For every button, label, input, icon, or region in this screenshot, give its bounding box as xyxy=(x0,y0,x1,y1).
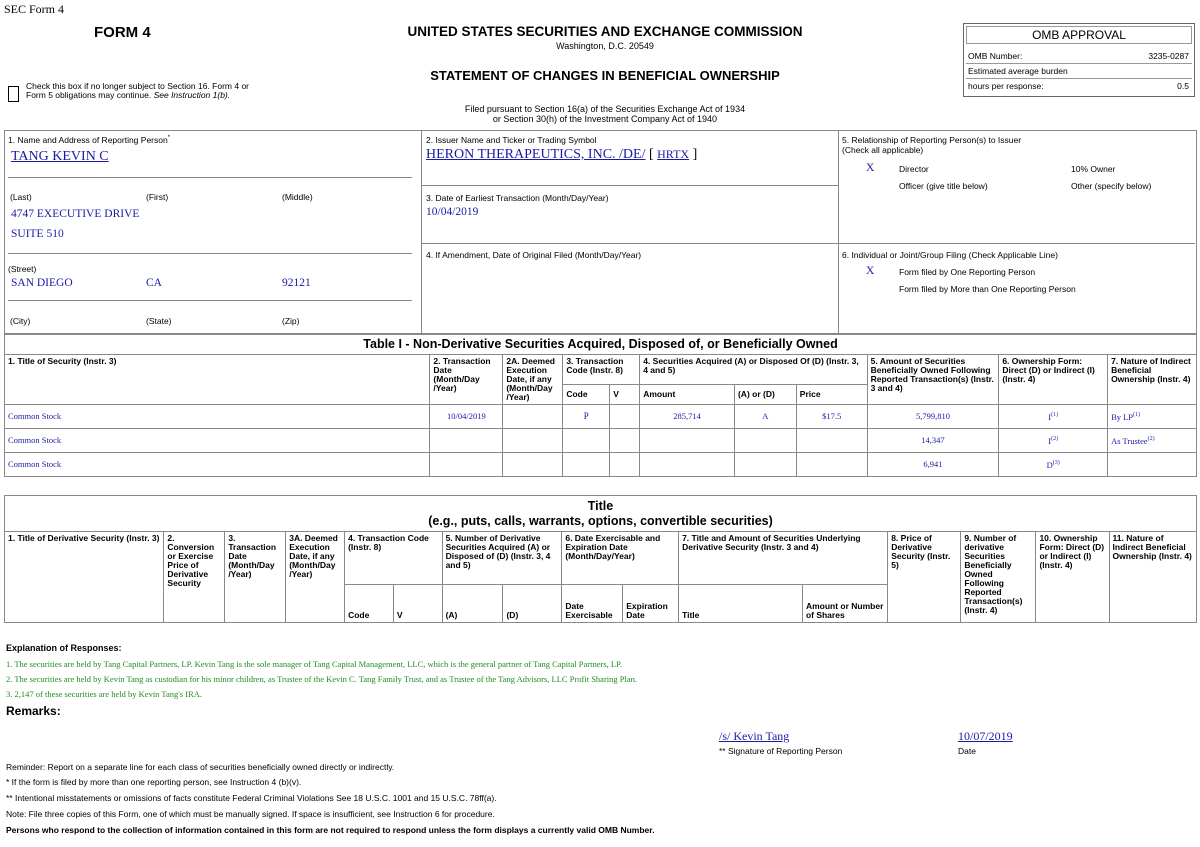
t1-r2-price xyxy=(796,429,867,453)
t2-h3a: 3A. Deemed Execution Date, if any (Month/Day /Year) xyxy=(286,532,345,623)
checkbox-text: Check this box if no longer subject to Section 16. Form 4 or Form 5 obligations may continue. xyxy=(26,81,250,100)
sec-form-label: SEC Form 4 xyxy=(4,2,65,16)
filed-pursuant xyxy=(300,104,910,124)
t1-h3: 3. Transaction Code (Instr. 8) xyxy=(563,355,640,385)
t1-v: V xyxy=(610,385,640,405)
t2-h4: 4. Transaction Code (Instr. 8) xyxy=(345,532,442,585)
t2-h3: 3. Transaction Date (Month/Day /Year) xyxy=(225,532,286,623)
t1-h1: 1. Title of Security (Instr. 3) xyxy=(5,355,430,405)
t1-r1-amount: 285,714 xyxy=(640,405,735,429)
omb-hours-label: hours per response: xyxy=(968,81,1044,91)
box5-label-text: 5. Relationship of Reporting Person(s) to Issuer xyxy=(842,135,1022,145)
box1-rule-3 xyxy=(8,300,412,301)
table-2 xyxy=(4,495,1197,623)
footer-misstatements: ** Intentional misstatements or omissions of facts constitute Federal Criminal Violations See 18 U.S.C. 1001 and 15 U.S.C. 78ff(a). xyxy=(6,793,497,803)
omb-number-value: 3235-0287 xyxy=(1148,51,1189,61)
box3-label: 3. Date of Earliest Transaction (Month/Day/Year) xyxy=(426,193,609,203)
t1-r2-deemed xyxy=(503,429,563,453)
state-value: CA xyxy=(146,277,162,289)
commission-title: UNITED STATES SECURITIES AND EXCHANGE COMMISSION xyxy=(407,24,803,39)
omb-burden-label: Estimated average burden xyxy=(968,66,1068,76)
checkbox-instructions xyxy=(26,82,251,100)
reporting-person-name[interactable]: TANG KEVIN C xyxy=(11,149,109,164)
one-person-label: Form filed by One Reporting Person xyxy=(899,267,1036,277)
box1-label-text: 1. Name and Address of Reporting Person xyxy=(8,135,168,145)
t1-h5: 5. Amount of Securities Beneficially Owned Following Reported Transaction(s) (Instr. 3 and 4) xyxy=(867,355,999,405)
address-line-1: 4747 EXECUTIVE DRIVE xyxy=(11,208,140,220)
box4-label: 4. If Amendment, Date of Original Filed (Month/Day/Year) xyxy=(426,250,642,260)
filed-line-1: Filed pursuant to Section 16(a) of the Securities Exchange Act of 1934 xyxy=(464,104,746,114)
street-label: (Street) xyxy=(8,264,37,274)
t2-h6: 6. Date Exercisable and Expiration Date (Month/Day/Year) xyxy=(562,532,679,585)
t1-r1-code: P xyxy=(563,405,610,429)
divider-v1 xyxy=(421,130,422,333)
box2-divider xyxy=(422,185,838,186)
issuer-line xyxy=(426,147,697,163)
omb-hours-value: 0.5 xyxy=(1177,81,1189,91)
table-1-title: Table I - Non-Derivative Securities Acquired, Disposed of, or Beneficially Owned xyxy=(5,335,1197,355)
t1-r3-title: Common Stock xyxy=(5,453,430,477)
t1-r2-nature-value: As Trustee xyxy=(1111,435,1148,446)
t1-h6: 6. Ownership Form: Direct (D) or Indirect (I) (Instr. 4) xyxy=(999,355,1108,405)
table-2-title-cell xyxy=(5,496,1197,532)
footnote-3: 3. 2,147 of these securities are held by Kevin Tang's IRA. xyxy=(6,689,202,699)
director-mark: X xyxy=(866,162,875,174)
t2-amount: Amount or Number of Shares xyxy=(802,585,887,623)
t1-r2-v xyxy=(610,429,640,453)
signature-label: ** Signature of Reporting Person xyxy=(719,746,843,756)
t1-code: Code xyxy=(563,385,610,405)
t1-r1-deemed xyxy=(503,405,563,429)
commission-location: Washington, D.C. 20549 xyxy=(556,41,654,51)
t1-amount: Amount xyxy=(640,385,735,405)
t1-r2-owned: 14,347 xyxy=(867,429,999,453)
t1-r1-nature-fn: (1) xyxy=(1133,412,1141,419)
t2-title: Title xyxy=(679,585,803,623)
t1-r2-form-fn: (2) xyxy=(1051,436,1059,443)
t2-h9: 9. Number of derivative Securities Beneficially Owned Following Reported Transaction(s) (Instr. 4) xyxy=(961,532,1036,623)
t2-h2: 2. Conversion or Exercise Price of Derivative Security xyxy=(164,532,225,623)
t1-r1-form-fn: (1) xyxy=(1051,412,1059,419)
t1-r3-amount xyxy=(640,453,735,477)
t1-r1-form xyxy=(999,405,1108,429)
divider-v2 xyxy=(838,130,839,333)
table-1 xyxy=(4,334,1197,477)
t1-r2-date xyxy=(430,429,503,453)
t1-r2-form-value: I xyxy=(1048,435,1052,446)
t1-r2-form xyxy=(999,429,1108,453)
checkbox-text-instruction: See Instruction 1(b). xyxy=(153,90,231,100)
t1-r3-owned: 6,941 xyxy=(867,453,999,477)
t1-r3-ad xyxy=(734,453,796,477)
state-label: (State) xyxy=(146,316,172,326)
ticker-symbol[interactable]: HRTX xyxy=(657,147,690,161)
footer-reminder: Reminder: Report on a separate line for each class of securities beneficially owned directly or indirectly. xyxy=(6,762,395,772)
omb-title: OMB APPROVAL xyxy=(966,26,1192,44)
box1-rule-1 xyxy=(8,177,412,178)
one-person-mark: X xyxy=(866,265,875,277)
t1-price: Price xyxy=(796,385,867,405)
table-2-title: Title xyxy=(587,498,614,513)
t2-a: (A) xyxy=(442,585,503,623)
t1-r1-date: 10/04/2019 xyxy=(430,405,503,429)
t1-r3-form-value: D xyxy=(1046,459,1053,470)
omb-approval-box xyxy=(963,23,1195,97)
t1-r2-title: Common Stock xyxy=(5,429,430,453)
first-label: (First) xyxy=(146,192,169,202)
no-longer-subject-checkbox[interactable] xyxy=(8,86,19,102)
t1-h2a: 2A. Deemed Execution Date, if any (Month/Day /Year) xyxy=(503,355,563,405)
t2-h1: 1. Title of Derivative Security (Instr. 3) xyxy=(5,532,164,623)
t1-r2-amount xyxy=(640,429,735,453)
earliest-transaction-date: 10/04/2019 xyxy=(426,206,479,218)
t1-r1-owned: 5,799,810 xyxy=(867,405,999,429)
t1-r1-title: Common Stock xyxy=(5,405,430,429)
t1-r3-form-fn: (3) xyxy=(1052,460,1060,467)
t1-r3-form xyxy=(999,453,1108,477)
address-line-2: SUITE 510 xyxy=(11,228,64,240)
box6-label: 6. Individual or Joint/Group Filing (Check Applicable Line) xyxy=(842,250,1058,260)
footnote-2: 2. The securities are held by Kevin Tang as custodian for his minor children, as Trustee of the Kevin C. Tang Family Trust, and as Trustee of the Tang Advisors, LLC Profit Sharing Plan. xyxy=(6,674,638,684)
t2-h7: 7. Title and Amount of Securities Underlying Derivative Security (Instr. 3 and 4) xyxy=(679,532,888,585)
t1-r2-code xyxy=(563,429,610,453)
table-row xyxy=(5,453,1197,477)
t1-r1-price: $17.5 xyxy=(796,405,867,429)
form-title: FORM 4 xyxy=(94,24,151,41)
statement-title: STATEMENT OF CHANGES IN BENEFICIAL OWNERSHIP xyxy=(430,68,780,83)
box1-asterisk: * xyxy=(167,135,171,142)
last-label: (Last) xyxy=(10,192,32,202)
signature-date: 10/07/2019 xyxy=(958,729,1013,743)
more-person-label: Form filed by More than One Reporting Person xyxy=(899,284,1076,294)
other-label: Other (specify below) xyxy=(1071,181,1152,191)
t1-h2: 2. Transaction Date (Month/Day /Year) xyxy=(430,355,503,405)
t1-r3-v xyxy=(610,453,640,477)
t1-r3-code xyxy=(563,453,610,477)
director-label: Director xyxy=(899,164,929,174)
t1-r2-nature-fn: (2) xyxy=(1147,436,1155,443)
footnote-1: 1. The securities are held by Tang Capital Partners, LP. Kevin Tang is the sole manager of Tang Capital Management, LLC, which is the general partner of Tang Capital Partners, LP. xyxy=(6,659,622,669)
middle-label: (Middle) xyxy=(282,192,313,202)
t1-r1-ad: A xyxy=(734,405,796,429)
t2-h8: 8. Price of Derivative Security (Instr. 5) xyxy=(888,532,961,623)
omb-number-label: OMB Number: xyxy=(968,51,1023,61)
t1-r1-nature-value: By LP xyxy=(1111,411,1134,422)
t2-code: Code xyxy=(345,585,394,623)
officer-label: Officer (give title below) xyxy=(899,181,988,191)
table-row xyxy=(5,429,1197,453)
t1-r1-nature xyxy=(1108,405,1197,429)
t1-r3-date xyxy=(430,453,503,477)
city-value: SAN DIEGO xyxy=(11,277,73,289)
t2-v: V xyxy=(393,585,442,623)
t1-r3-price xyxy=(796,453,867,477)
t1-r1-form-value: I xyxy=(1048,411,1052,422)
filed-line-2: or Section 30(h) of the Investment Company Act of 1940 xyxy=(492,114,718,124)
table-2-subtitle: (e.g., puts, calls, warrants, options, convertible securities) xyxy=(428,513,773,528)
zip-value: 92121 xyxy=(282,277,311,289)
box3-divider xyxy=(422,243,1195,244)
box5-sub: (Check all applicable) xyxy=(842,145,924,155)
t2-h10: 10. Ownership Form: Direct (D) or Indirect (I) (Instr. 4) xyxy=(1036,532,1109,623)
t1-r1-v xyxy=(610,405,640,429)
t2-exp: Expiration Date xyxy=(623,585,679,623)
omb-divider-1 xyxy=(966,63,1192,64)
remarks-label: Remarks: xyxy=(6,704,61,718)
table-row xyxy=(5,405,1197,429)
zip-label: (Zip) xyxy=(282,316,300,326)
signature-date-label: Date xyxy=(958,746,976,756)
ticker-bracket-close: ] xyxy=(692,147,698,162)
t2-d: (D) xyxy=(503,585,562,623)
t2-h11: 11. Nature of Indirect Beneficial Ownership (Instr. 4) xyxy=(1109,532,1196,623)
box2-label: 2. Issuer Name and Ticker or Trading Symbol xyxy=(426,135,597,145)
ticker-bracket-open: [ xyxy=(648,147,654,162)
footer-note: Note: File three copies of this Form, one of which must be manually signed. If space is insufficient, see Instruction 6 for procedure. xyxy=(6,809,495,819)
box5-label xyxy=(842,135,1021,155)
footer-omb-notice: Persons who respond to the collection of information contained in this form are not required to respond unless the form displays a currently valid OMB Number. xyxy=(6,825,655,835)
t1-r2-nature xyxy=(1108,429,1197,453)
owner10-label: 10% Owner xyxy=(1071,164,1116,174)
city-label: (City) xyxy=(10,316,31,326)
t1-h7: 7. Nature of Indirect Beneficial Ownership (Instr. 4) xyxy=(1108,355,1197,405)
issuer-name[interactable]: HERON THERAPEUTICS, INC. /DE/ xyxy=(426,147,646,162)
t1-aord: (A) or (D) xyxy=(734,385,796,405)
signature-value: /s/ Kevin Tang xyxy=(719,729,790,743)
footer-multiple-persons: * If the form is filed by more than one reporting person, see Instruction 4 (b)(v). xyxy=(6,777,302,787)
box1-rule-2 xyxy=(8,253,412,254)
t2-h5: 5. Number of Derivative Securities Acquired (A) or Disposed of (D) (Instr. 3, 4 and 5) xyxy=(442,532,562,585)
explanation-label: Explanation of Responses: xyxy=(6,643,122,653)
t1-r2-ad xyxy=(734,429,796,453)
t2-date-ex: Date Exercisable xyxy=(562,585,623,623)
t1-r3-deemed xyxy=(503,453,563,477)
t1-h4: 4. Securities Acquired (A) or Disposed Of (D) (Instr. 3, 4 and 5) xyxy=(640,355,867,385)
t1-r3-nature xyxy=(1108,453,1197,477)
omb-divider-2 xyxy=(966,78,1192,79)
box1-label xyxy=(8,135,170,145)
